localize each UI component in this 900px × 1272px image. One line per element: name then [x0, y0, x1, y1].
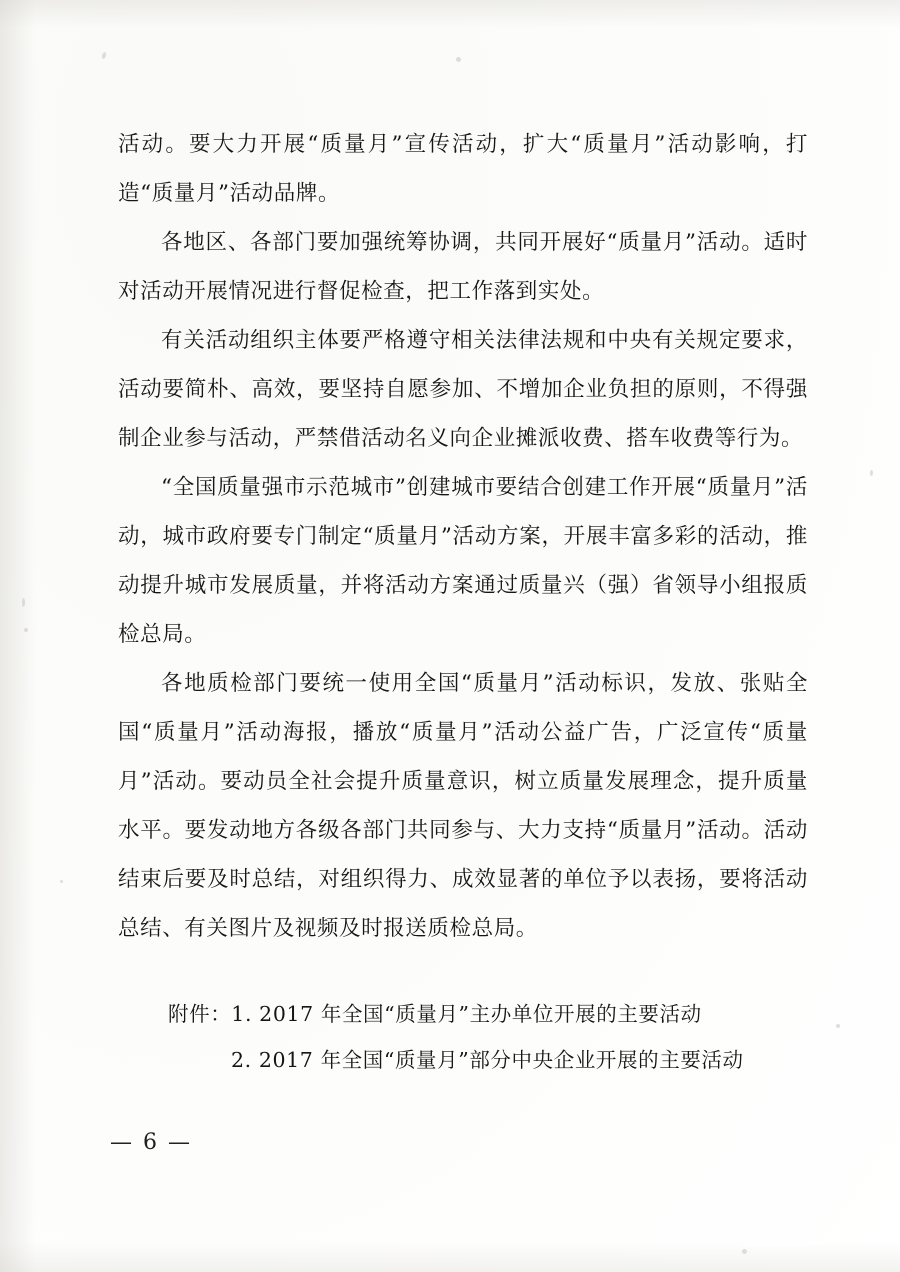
attachment-item-1: 附件：1. 2017 年全国“质量月”主办单位开展的主要活动 — [168, 1002, 702, 1026]
scan-speck — [456, 57, 461, 62]
page-number: — 6 — — [110, 1130, 192, 1155]
body-paragraph-3: 有关活动组织主体要严格遵守相关法律法规和中央有关规定要求，活动要简朴、高效，要坚持自愿参加、不增加企业负担的原则，不得强制企业参与活动，严禁借活动名义向企业摊派收费、搭车收费等行为。 — [118, 328, 808, 451]
scan-speck — [742, 1249, 747, 1254]
scan-edge-shading-left — [0, 0, 36, 1272]
body-paragraph-2: 各地区、各部门要加强统筹协调，共同开展好“质量月”活动。适时对活动开展情况进行督促检查，把工作落到实处。 — [118, 230, 808, 304]
scan-speck — [836, 1024, 840, 1028]
document-body — [118, 120, 808, 1083]
body-paragraph-4: “全国质量强市示范城市”创建城市要结合创建工作开展“质量月”活动，城市政府要专门制定“质量月”活动方案，开展丰富多彩的活动，推动提升城市发展质量，并将活动方案通过质量兴（强）省领导小组报质检总局。 — [118, 475, 808, 647]
scan-edge-shading-top — [0, 0, 900, 28]
body-paragraph-5: 各地质检部门要统一使用全国“质量月”活动标识，发放、张贴全国“质量月”活动海报，播放“质量月”活动公益广告，广泛宣传“质量月”活动。要动员全社会提升质量意识，树立质量发展理念，提升质量水平。要发动地方各级各部门共同参与、大力支持“质量月”活动。活动结束后要及时总结，对组织得力、成效显著的单位予以表扬，要将活动总结、有关图片及视频及时报送质检总局。 — [118, 671, 808, 941]
scan-speck — [101, 52, 107, 60]
scan-speck — [60, 880, 63, 883]
attachment-list — [118, 991, 808, 1083]
scan-speck — [22, 598, 25, 607]
body-paragraph-1: 活动。要大力开展“质量月”宣传活动，扩大“质量月”活动影响，打造“质量月”活动品牌。 — [118, 132, 808, 206]
scan-speck — [870, 470, 873, 476]
attachment-item-2: 2. 2017 年全国“质量月”部分中央企业开展的主要活动 — [231, 1048, 744, 1072]
scan-edge-shading-bottom — [0, 1242, 900, 1272]
scan-speck — [24, 628, 28, 632]
